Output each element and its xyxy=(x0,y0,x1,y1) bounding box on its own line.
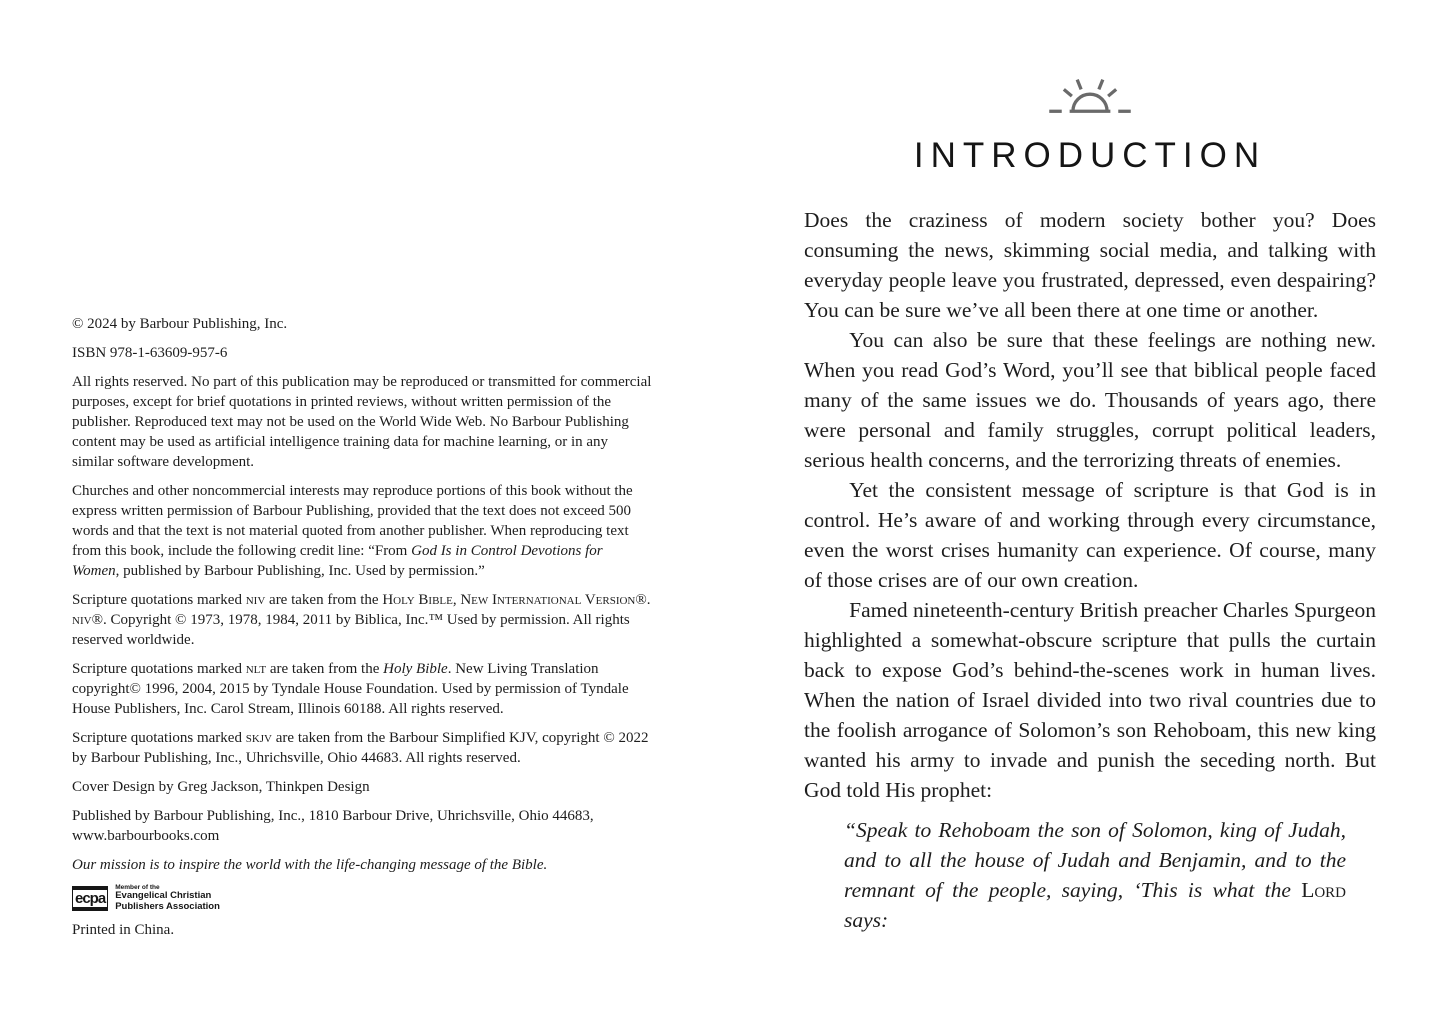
nlt-credit-paragraph: Scripture quotations marked nlt are taken from the Holy Bible. New Living Translation copyright© 1996, 2004, 2015 by Tyndale House Foundation. Used by permission of Tyndale House Publishers, Inc. Carol Stream, Illinois 60188. All rights reserved. xyxy=(72,661,629,717)
ecpa-logo xyxy=(72,884,652,912)
ecpa-logo-caption xyxy=(115,884,220,912)
noncommercial-paragraph: Churches and other noncommercial interests may reproduce portions of this book without the express written permission of Barbour Publishing, provided that the text does not exceed 500 words and that the text is not material quoted from another publisher. When reproducing text from this book, include the following credit line: “From God Is in Control Devotions for Women, published by Barbour Publishing, Inc. Used by permission.” xyxy=(72,483,633,579)
intro-paragraph-1: Does the craziness of modern society bother you? Does consuming the news, skimming social media, and talking with everyday people leave you frustrated, depressed, even despairing? You can be sure we’ve all been there at one time or another. xyxy=(804,208,1376,322)
introduction-page xyxy=(804,76,1376,935)
chapter-title: INTRODUCTION xyxy=(913,136,1267,175)
mission-statement: Our mission is to inspire the world with the life-changing message of the Bible. xyxy=(72,857,548,873)
copyright-page xyxy=(72,314,652,949)
ecpa-caption-line2: Publishers Association xyxy=(115,900,220,912)
introduction-body xyxy=(804,205,1376,935)
cover-design-line: Cover Design by Greg Jackson, Thinkpen Design xyxy=(72,779,370,795)
sunrise-icon xyxy=(804,76,1376,120)
publisher-line: Published by Barbour Publishing, Inc., 1810 Barbour Drive, Uhrichsville, Ohio 44683, www.barbourbooks.com xyxy=(72,808,594,844)
ecpa-caption-line1: Evangelical Christian xyxy=(115,890,212,901)
scripture-quote: “Speak to Rehoboam the son of Solomon, king of Judah, and to all the house of Judah and Benjamin, and to the remnant of the people, saying, ‘This is what the Lord says: xyxy=(844,818,1346,932)
printed-in-line: Printed in China. xyxy=(72,922,175,938)
isbn-line: ISBN 978-1-63609-957-6 xyxy=(72,345,228,361)
copyright-line: © 2024 by Barbour Publishing, Inc. xyxy=(72,316,288,332)
intro-paragraph-2: You can also be sure that these feelings are nothing new. When you read God’s Word, you’ll see that biblical people faced many of the same issues we do. Thousands of years ago, there were personal and family struggles, corrupt political leaders, serious health concerns, and the terrorizing threats of enemies. xyxy=(804,328,1376,472)
ecpa-logo-mark: ecpa xyxy=(72,886,108,911)
skjv-credit-paragraph: Scripture quotations marked skjv are taken from the Barbour Simplified KJV, copyright © 2022 by Barbour Publishing, Inc., Uhrichsville, Ohio 44683. All rights reserved. xyxy=(72,730,649,766)
intro-paragraph-3: Yet the consistent message of scripture is that God is in control. He’s aware of and working through every circumstance, even the worst crises humanity can experience. Of course, many of those crises are of our own creation. xyxy=(804,478,1376,592)
intro-paragraph-4: Famed nineteenth-century British preacher Charles Spurgeon highlighted a somewhat-obscure scripture that pulls the curtain back to expose God’s behind-the-scenes work in human lives. When the nation of Israel divided into two rival countries due to the foolish arrogance of Solomon’s son Rehoboam, this new king wanted his army to invade and punish the seceding north. But God told His prophet: xyxy=(804,598,1376,802)
niv-credit-paragraph: Scripture quotations marked niv are taken from the Holy Bible, New International Version®. niv®. Copyright © 1973, 1978, 1984, 2011 by Biblica, Inc.™ Used by permission. All rights reserved worldwide. xyxy=(72,592,651,648)
rights-paragraph: All rights reserved. No part of this publication may be reproduced or transmitted for commercial purposes, except for brief quotations in printed reviews, without written permission of the publisher. Reproduced text may not be used on the World Wide Web. No Barbour Publishing content may be used as artificial intelligence training data for machine learning, or in any similar software development. xyxy=(72,374,652,470)
ecpa-caption-member: Member of the xyxy=(115,884,160,891)
